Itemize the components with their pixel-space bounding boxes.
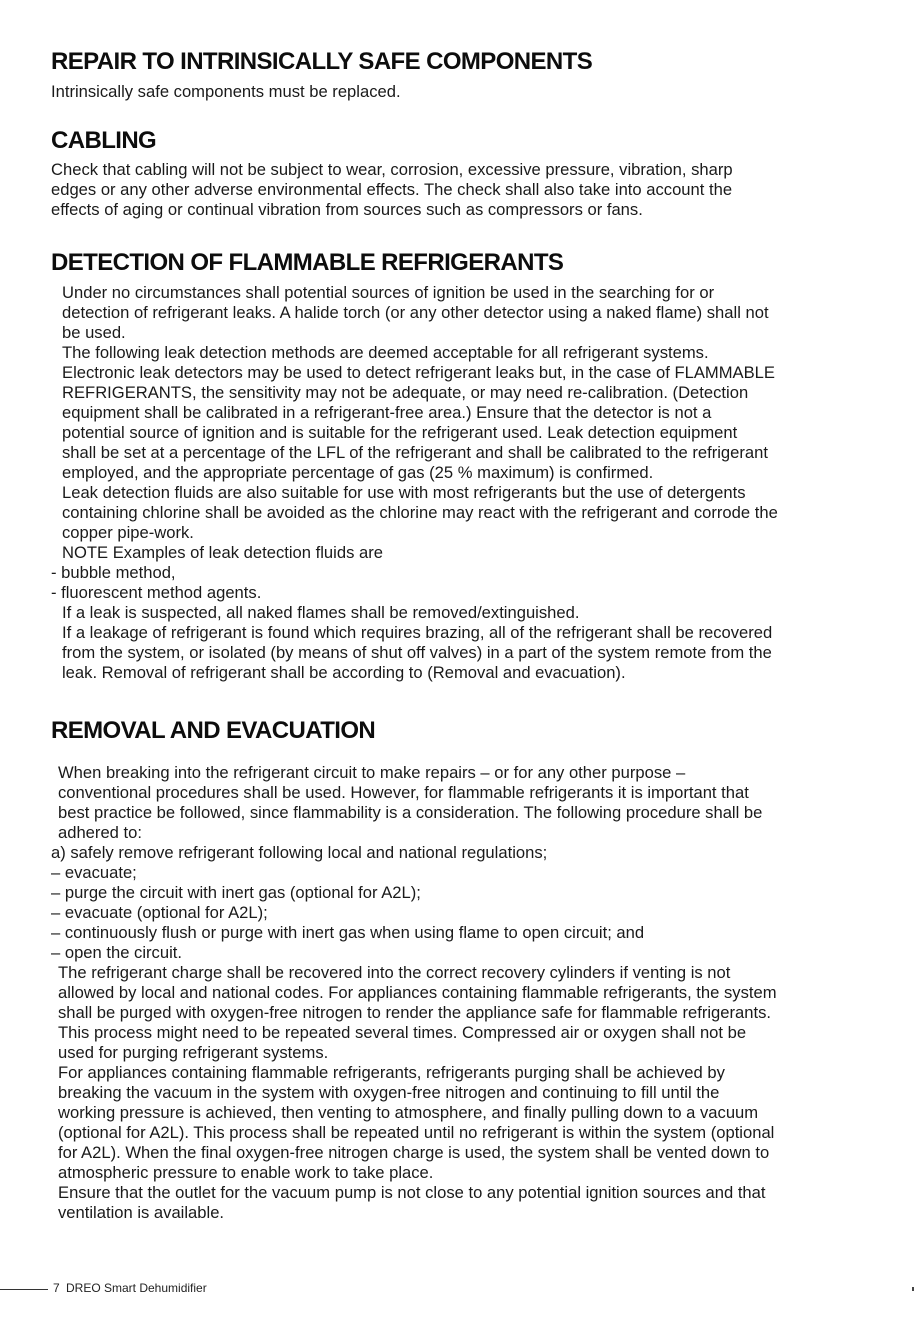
list-removal-steps: a) safely remove refrigerant following local and national regulations; – evacuate; – purge the circuit with inert gas (optional for A2L); – evacuate (optional for A2L); – continuously flush or purge with inert gas when using flame to open circuit; and – open the circuit. [51,843,645,962]
heading-detection: DETECTION OF FLAMMABLE REFRIGERANTS [51,249,564,276]
paragraph-removal-procedure: The refrigerant charge shall be recovered into the correct recovery cylinders if venting is not allowed by local and national codes. For appliances containing flammable refrigerants, the system shall be purged with oxygen-free nitrogen to render the appliance safe for flammable refrigerants. This process might need to be repeated several times. Compressed air or oxygen shall not be used for purging refrigerant systems. For appliances containing flammable refrigerants, refrigerants purging shall be achieved by breaking the vacuum in the system with oxygen-free nitrogen and continuing to fill until the working pressure is achieved, then venting to atmosphere, and finally pulling down to a vacuum (optional for A2L). This process shall be repeated until no refrigerant is within the system (optional for A2L). When the final oxygen-free nitrogen charge is used, the system shall be vented down to atmospheric pressure to enable work to take place. Ensure that the outlet for the vacuum pump is not close to any potential ignition sources and that ventilation is available. [58,963,777,1222]
heading-removal: REMOVAL AND EVACUATION [51,717,376,744]
paragraph-cabling: Check that cabling will not be subject to wear, corrosion, excessive pressure, vibration, sharp edges or any other adverse environmental effects. The check shall also take into account the effects of aging or continual vibration from sources such as compressors or fans. [51,160,733,219]
paragraph-detection-leak: If a leak is suspected, all naked flames shall be removed/extinguished. If a leakage of refrigerant is found which requires brazing, all of the refrigerant shall be recovered from the system, or isolated (by means of shut off valves) in a part of the system remote from the leak. Removal of refrigerant shall be according to (Removal and evacuation). [62,603,773,682]
list-leak-fluids: - bubble method, - fluorescent method agents. [51,563,262,602]
footer-title: DREO Smart Dehumidifier [66,1281,207,1295]
heading-cabling: CABLING [51,127,157,154]
footer-rule [0,1289,48,1290]
heading-repair: REPAIR TO INTRINSICALLY SAFE COMPONENTS [51,48,593,75]
footer-page-number: 7 [53,1281,60,1295]
paragraph-detection-intro: Under no circumstances shall potential sources of ignition be used in the searching for or detection of refrigerant leaks. A halide torch (or any other detector using a naked flame) shall not be used. The following leak detection methods are deemed acceptable for all refrigerant systems. Electronic leak detectors may be used to detect refrigerant leaks but, in the case of FLAMMABLE REFRIGERANTS, the sensitivity may not be adequate, or may need re-calibration. (Detection equipment shall be calibrated in a refrigerant-free area.) Ensure that the detector is not a potential source of ignition and is suitable for the refrigerant used. Leak detection equipment shall be set at a percentage of the LFL of the refrigerant and shall be calibrated to the refrigerant employed, and the appropriate percentage of gas (25 % maximum) is confirmed. Leak detection fluids are also suitable for use with most refrigerants but the use of detergents containing chlorine shall be avoided as the chlorine may react with the refrigerant and corrode the copper pipe-work. NOTE Examples of leak detection fluids are [62,283,778,562]
paragraph-removal-intro: When breaking into the refrigerant circuit to make repairs – or for any other purpose – conventional procedures shall be used. However, for flammable refrigerants it is important that best practice be followed, since flammability is a consideration. The following procedure shall be adhered to: [58,763,763,842]
paragraph-repair: Intrinsically safe components must be replaced. [51,82,401,101]
